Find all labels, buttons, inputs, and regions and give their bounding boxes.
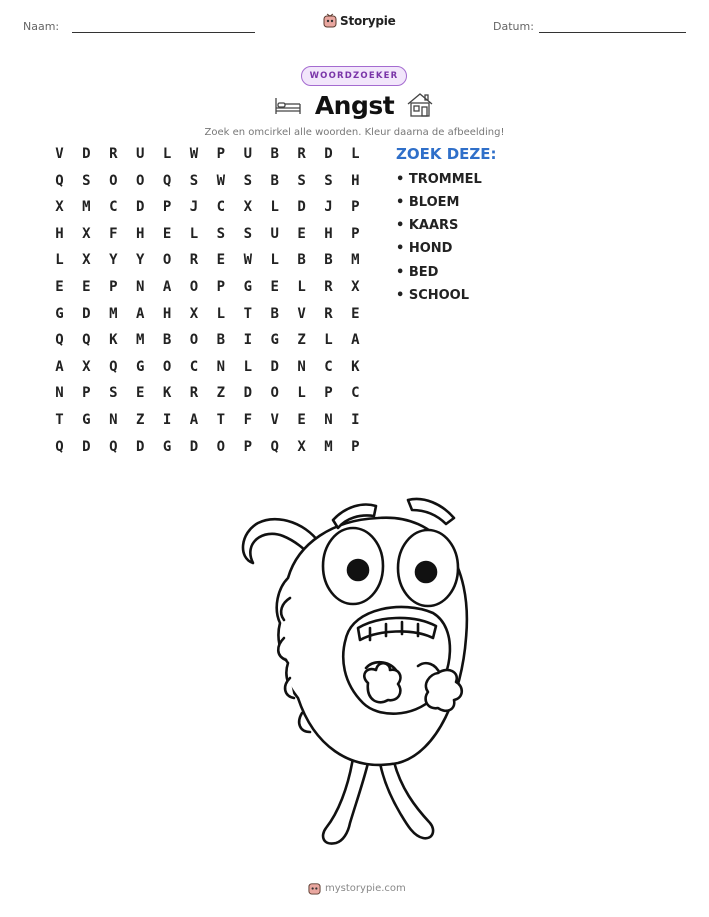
grid-letter[interactable]: I: [351, 412, 360, 428]
grid-letter[interactable]: B: [162, 332, 172, 349]
grid-letter[interactable]: D: [135, 438, 145, 455]
grid-letter[interactable]: R: [324, 305, 333, 322]
grid-letter[interactable]: D: [82, 146, 91, 162]
grid-letter[interactable]: L: [162, 146, 172, 162]
grid-letter[interactable]: D: [324, 146, 333, 162]
grid-letter[interactable]: B: [324, 252, 333, 269]
grid-letter[interactable]: A: [162, 279, 172, 295]
grid-letter[interactable]: S: [243, 172, 253, 189]
grid-letter[interactable]: M: [109, 305, 118, 322]
house-icon: [405, 92, 435, 118]
instructions: Zoek en omcirkel alle woorden. Kleur daarna de afbeelding!: [204, 127, 505, 138]
grid-letter[interactable]: L: [351, 146, 360, 162]
grid-letter[interactable]: J: [324, 199, 333, 216]
grid-letter[interactable]: H: [351, 172, 360, 189]
grid-letter[interactable]: O: [162, 252, 172, 269]
grid-letter[interactable]: R: [189, 385, 199, 402]
grid-letter[interactable]: S: [297, 172, 306, 189]
grid-letter[interactable]: E: [216, 252, 226, 269]
grid-letter[interactable]: X: [82, 225, 91, 242]
grid-letter[interactable]: C: [324, 358, 333, 375]
grid-letter[interactable]: G: [243, 279, 253, 295]
grid-letter[interactable]: M: [82, 199, 91, 216]
grid-letter[interactable]: Q: [82, 332, 91, 349]
grid-letter[interactable]: D: [243, 385, 253, 402]
grid-letter[interactable]: Q: [55, 172, 64, 189]
grid-letter[interactable]: P: [82, 385, 91, 402]
grid-letter[interactable]: L: [270, 252, 279, 269]
grid-letter[interactable]: X: [82, 252, 91, 269]
grid-letter[interactable]: Q: [162, 172, 172, 189]
grid-letter[interactable]: B: [270, 305, 279, 322]
grid-letter[interactable]: L: [270, 199, 279, 216]
grid-letter[interactable]: M: [135, 332, 145, 349]
grid-letter[interactable]: B: [297, 252, 306, 269]
brand: [323, 13, 396, 28]
grid-letter[interactable]: B: [216, 332, 226, 349]
grid-letter[interactable]: P: [351, 438, 360, 455]
grid-letter[interactable]: P: [216, 146, 226, 162]
grid-letter[interactable]: O: [162, 358, 172, 375]
grid-letter[interactable]: O: [135, 172, 145, 189]
grid-letter[interactable]: Z: [216, 385, 226, 402]
footer-url[interactable]: mystorypie.com: [325, 882, 406, 894]
word-list-item: • KAARS: [396, 218, 459, 233]
grid-letter[interactable]: L: [297, 385, 306, 402]
grid-letter[interactable]: H: [55, 225, 64, 242]
word-list-item: • SCHOOL: [396, 288, 470, 303]
grid-letter[interactable]: K: [109, 332, 118, 349]
grid-letter[interactable]: L: [297, 279, 306, 295]
word-list-item: • HOND: [396, 241, 453, 256]
grid-letter[interactable]: W: [216, 172, 226, 189]
grid-letter[interactable]: L: [55, 252, 64, 269]
grid-letter[interactable]: Q: [55, 438, 64, 455]
grid-letter[interactable]: A: [351, 332, 360, 349]
grid-letter[interactable]: C: [189, 358, 199, 375]
grid-letter[interactable]: E: [297, 225, 306, 242]
grid-letter[interactable]: R: [189, 252, 199, 269]
grid-letter[interactable]: D: [82, 438, 91, 455]
grid-letter[interactable]: W: [243, 252, 253, 269]
grid-letter[interactable]: C: [351, 385, 360, 402]
grid-letter[interactable]: Q: [109, 358, 118, 375]
word-list-item: • TROMMEL: [396, 172, 482, 187]
grid-letter[interactable]: X: [243, 199, 253, 216]
grid-letter[interactable]: P: [351, 225, 360, 242]
grid-letter[interactable]: P: [216, 279, 226, 295]
grid-letter[interactable]: S: [82, 172, 91, 189]
grid-letter[interactable]: P: [324, 385, 333, 402]
grid-letter[interactable]: V: [270, 412, 279, 428]
word-list-item: • BED: [396, 265, 439, 280]
grid-letter[interactable]: N: [135, 279, 145, 295]
grid-letter[interactable]: X: [351, 279, 360, 295]
grid-letter[interactable]: S: [109, 385, 118, 402]
grid-letter[interactable]: E: [351, 305, 360, 322]
grid-letter[interactable]: X: [297, 438, 306, 455]
grid-letter[interactable]: X: [55, 199, 64, 216]
grid-letter[interactable]: O: [109, 172, 118, 189]
date-line[interactable]: [539, 32, 686, 33]
grid-letter[interactable]: P: [162, 199, 172, 216]
grid-letter[interactable]: N: [55, 385, 64, 402]
grid-letter[interactable]: G: [55, 305, 64, 322]
storypie-logo-icon: [323, 13, 337, 28]
grid-letter[interactable]: L: [189, 225, 199, 242]
monster-illustration[interactable]: [228, 488, 498, 860]
grid-letter[interactable]: P: [351, 199, 360, 216]
grid-letter[interactable]: O: [216, 438, 226, 455]
grid-letter[interactable]: F: [243, 412, 253, 428]
grid-letter[interactable]: F: [109, 225, 118, 242]
grid-letter[interactable]: E: [270, 279, 279, 295]
grid-letter[interactable]: V: [297, 305, 306, 322]
grid-letter[interactable]: N: [109, 412, 118, 428]
date-label: Datum:: [493, 20, 534, 33]
grid-letter[interactable]: S: [324, 172, 333, 189]
footer: [308, 881, 406, 895]
grid-letter[interactable]: J: [189, 199, 199, 216]
grid-letter[interactable]: E: [297, 412, 306, 428]
grid-letter[interactable]: H: [135, 225, 145, 242]
grid-letter[interactable]: I: [243, 332, 253, 349]
grid-letter[interactable]: O: [189, 332, 199, 349]
grid-letter[interactable]: M: [324, 438, 333, 455]
grid-letter[interactable]: A: [135, 305, 145, 322]
grid-letter[interactable]: H: [324, 225, 333, 242]
grid-letter[interactable]: I: [162, 412, 172, 428]
grid-letter[interactable]: E: [55, 279, 64, 295]
brand-name: Storypie: [340, 13, 396, 28]
grid-letter[interactable]: O: [270, 385, 279, 402]
grid-letter[interactable]: D: [297, 199, 306, 216]
grid-letter[interactable]: P: [109, 279, 118, 295]
grid-letter[interactable]: U: [135, 146, 145, 162]
grid-letter[interactable]: R: [109, 146, 118, 162]
grid-letter[interactable]: N: [297, 358, 306, 375]
storypie-logo-icon: [308, 881, 321, 895]
grid-letter[interactable]: Y: [135, 252, 145, 269]
grid-letter[interactable]: N: [324, 412, 333, 428]
grid-letter[interactable]: N: [216, 358, 226, 375]
grid-letter[interactable]: C: [216, 199, 226, 216]
grid-letter[interactable]: S: [216, 225, 226, 242]
grid-letter[interactable]: E: [135, 385, 145, 402]
worksheet-type-badge: WOORDZOEKER: [301, 66, 407, 86]
grid-letter[interactable]: A: [55, 358, 64, 375]
grid-letter[interactable]: Z: [135, 412, 145, 428]
grid-letter[interactable]: T: [55, 412, 64, 428]
grid-letter[interactable]: L: [216, 305, 226, 322]
grid-letter[interactable]: V: [55, 146, 64, 162]
grid-letter[interactable]: Q: [55, 332, 64, 349]
grid-letter[interactable]: R: [297, 146, 306, 162]
grid-letter[interactable]: A: [189, 412, 199, 428]
grid-letter[interactable]: X: [189, 305, 199, 322]
name-line[interactable]: [72, 32, 255, 33]
grid-letter[interactable]: W: [189, 146, 199, 162]
page-title: Angst: [314, 91, 395, 120]
grid-letter[interactable]: D: [135, 199, 145, 216]
word-list-title: ZOEK DEZE:: [396, 145, 497, 163]
grid-letter[interactable]: Y: [109, 252, 118, 269]
grid-letter[interactable]: R: [324, 279, 333, 295]
grid-letter[interactable]: C: [109, 199, 118, 216]
grid-letter[interactable]: U: [270, 225, 279, 242]
grid-letter[interactable]: D: [270, 358, 279, 375]
grid-letter[interactable]: D: [189, 438, 199, 455]
name-label: Naam:: [23, 20, 60, 33]
grid-letter[interactable]: M: [351, 252, 360, 269]
grid-letter[interactable]: P: [243, 438, 253, 455]
grid-letter[interactable]: Z: [297, 332, 306, 349]
grid-letter[interactable]: G: [82, 412, 91, 428]
grid-letter[interactable]: L: [243, 358, 253, 375]
grid-letter[interactable]: K: [162, 385, 172, 402]
grid-letter[interactable]: O: [189, 279, 199, 295]
grid-letter[interactable]: S: [243, 225, 253, 242]
grid-letter[interactable]: G: [162, 438, 172, 455]
grid-letter[interactable]: S: [189, 172, 199, 189]
grid-letter[interactable]: X: [82, 358, 91, 375]
grid-letter[interactable]: E: [162, 225, 172, 242]
grid-letter[interactable]: D: [82, 305, 91, 322]
grid-letter[interactable]: K: [351, 358, 360, 375]
grid-letter[interactable]: Q: [270, 438, 279, 455]
grid-letter[interactable]: U: [243, 146, 253, 162]
grid-letter[interactable]: Q: [109, 438, 118, 455]
grid-letter[interactable]: B: [270, 172, 279, 189]
word-list-item: • BLOEM: [396, 195, 460, 210]
grid-letter[interactable]: T: [216, 412, 226, 428]
grid-letter[interactable]: E: [82, 279, 91, 295]
grid-letter[interactable]: G: [135, 358, 145, 375]
grid-letter[interactable]: H: [162, 305, 172, 322]
grid-letter[interactable]: G: [270, 332, 279, 349]
grid-letter[interactable]: B: [270, 146, 279, 162]
grid-letter[interactable]: L: [324, 332, 333, 349]
grid-letter[interactable]: T: [243, 305, 253, 322]
